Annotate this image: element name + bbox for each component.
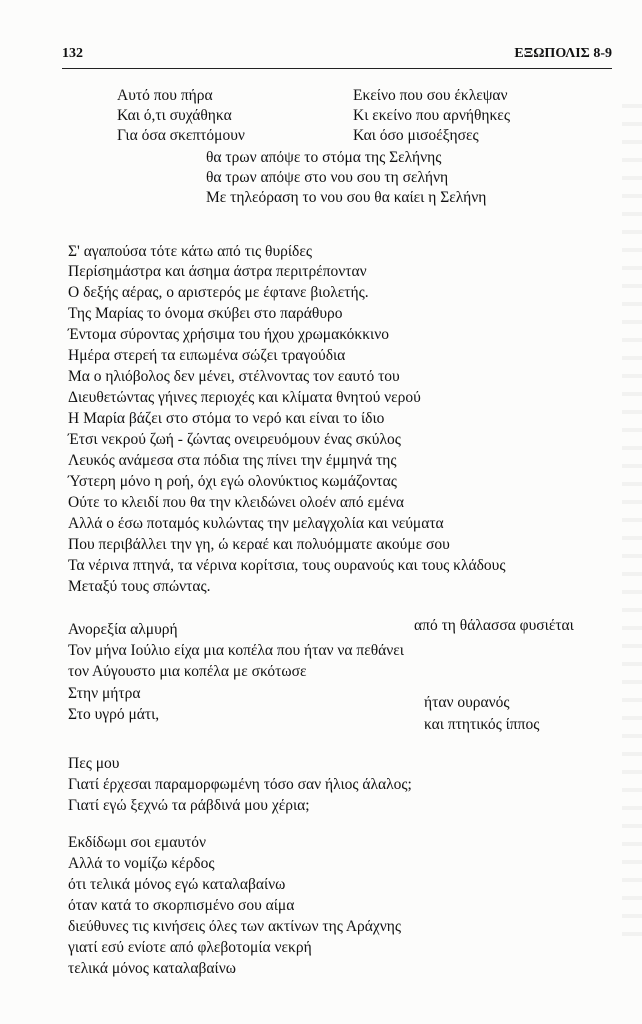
stanza4-line: Πες μου: [68, 755, 120, 772]
stanza2-line: Η Μαρία βάζει στο στόμα το νερό και είναι το ίδιο: [68, 410, 385, 427]
running-title: ΕΞΩΠΟΛΙΣ 8-9: [514, 46, 612, 61]
stanza2-line: Περίσημάστρα και άσημα άστρα περιτρέπονταν: [68, 263, 367, 280]
header-rule: [62, 68, 612, 69]
stanza2-line: Της Μαρίας το όνομα σκύβει στο παράθυρο: [68, 305, 343, 322]
stanza5-line: ότι τελικά μόνος εγώ καταλαβαίνω: [68, 876, 286, 893]
page-header: [62, 46, 612, 68]
stanza2-line: Έτσι νεκρού ζωή - ζώντας ονειρευόμουν ένας σκύλος: [68, 431, 401, 448]
stanza2-line: Μα ο ηλιόβολος δεν μένει, στέλνοντας τον εαυτό του: [68, 368, 400, 385]
stanza2-line: Που περιβάλλει την γη, ώ κεραέ και πολυόμματε ακούμε σου: [68, 536, 450, 553]
stanza1-left-line: Αυτό που πήρα: [117, 87, 213, 104]
stanza3-line: τον Αύγουστο μια κοπέλα με σκότωσε: [68, 663, 307, 680]
stanza2-line: Έντομα σύροντας χρήσιμα του ήχου χρωμακόκκινο: [68, 326, 389, 343]
stanza1-right-line: Εκείνο που σου έκλεψαν: [353, 87, 508, 104]
stanza4-line: Γιατί εγώ ξεχνώ τα ράβδινά μου χέρια;: [68, 797, 310, 814]
stanza3-right-line: ήταν ουρανός: [424, 694, 510, 711]
stanza4-line: Γιατί έρχεσαι παραμορφωμένη τόσο σαν ήλιος άλαλος;: [68, 776, 412, 793]
stanza2-line: Διευθετώντας γήινες περιοχές και κλίματα θνητού νερού: [68, 389, 421, 406]
page-number: 132: [62, 46, 83, 61]
stanza2-line: Αλλά ο έσω ποταμός κυλώντας την μελαγχολία και νεύματα: [68, 515, 444, 532]
stanza2-line: Ύστερη μόνο η ροή, όχι εγώ ολονύκτιος κωμάζοντας: [68, 473, 397, 490]
stanza5-line: Αλλά το νομίζω κέρδος: [68, 855, 215, 872]
stanza1-left-line: Και ό,τι συχάθηκα: [117, 107, 232, 124]
stanza2-line: Λευκός ανάμεσα στα πόδια της πίνει την έμμηνά της: [68, 452, 397, 469]
stanza3-right-line: και πτητικός ίππος: [424, 716, 540, 733]
stanza3-line: Τον μήνα Ιούλιο είχα μια κοπέλα που ήταν να πεθάνει: [68, 642, 404, 659]
stanza2-line: Ο δεξής αέρας, ο αριστερός με έφτανε βιολετής.: [68, 284, 369, 301]
stanza2-line: Σ' αγαπούσα τότε κάτω από τις θυρίδες: [68, 243, 313, 260]
stanza1-right-line: Κι εκείνο που αρνήθηκες: [353, 107, 510, 124]
bleed-through-shadow: [622, 90, 642, 950]
stanza2-line: Ούτε το κλειδί που θα την κλειδώνει ολοέν από εμένα: [68, 494, 404, 511]
stanza3-line: Στην μήτρα: [68, 685, 141, 702]
stanza5-line: διεύθυνες τις κινήσεις όλες των ακτίνων της Αράχνης: [68, 918, 402, 935]
stanza5-line: όταν κατά το σκορπισμένο σου αίμα: [68, 897, 295, 914]
stanza1-right-line: Και όσο μισοέξησες: [353, 127, 479, 144]
stanza2-line: Τα νέρινα πτηνά, τα νέρινα κορίτσια, τους ουρανούς και τους κλάδους: [68, 557, 506, 574]
stanza2-line: Ημέρα στερεή τα ειπωμένα σώζει τραγούδια: [68, 347, 346, 364]
stanza3-first-left: Ανορεξία αλμυρή: [68, 621, 178, 638]
stanza2-line: Μεταξύ τους σπώντας.: [68, 578, 211, 595]
stanza1-left-line: Για όσα σκεπτόμουν: [117, 127, 245, 144]
stanza5-line: γιατί εσύ ενίοτε από φλεβοτομία νεκρή: [68, 939, 312, 956]
stanza5-line: τελικά μόνος καταλαβαίνω: [68, 960, 236, 977]
stanza1-indented-line: Με τηλεόραση το νου σου θα καίει η Σελήνη: [206, 189, 487, 206]
stanza1-indented-line: θα τρων απόψε το στόμα της Σελήνης: [206, 149, 442, 166]
stanza3-line: Στο υγρό μάτι,: [68, 706, 160, 723]
stanza5-line: Εκδίδωμι σοι εμαυτόν: [68, 834, 207, 851]
stanza1-indented-line: θα τρων απόψε στο νου σου τη σελήνη: [206, 169, 449, 186]
stanza3-first-right: από τη θάλασσα φυσιέται: [414, 617, 574, 634]
